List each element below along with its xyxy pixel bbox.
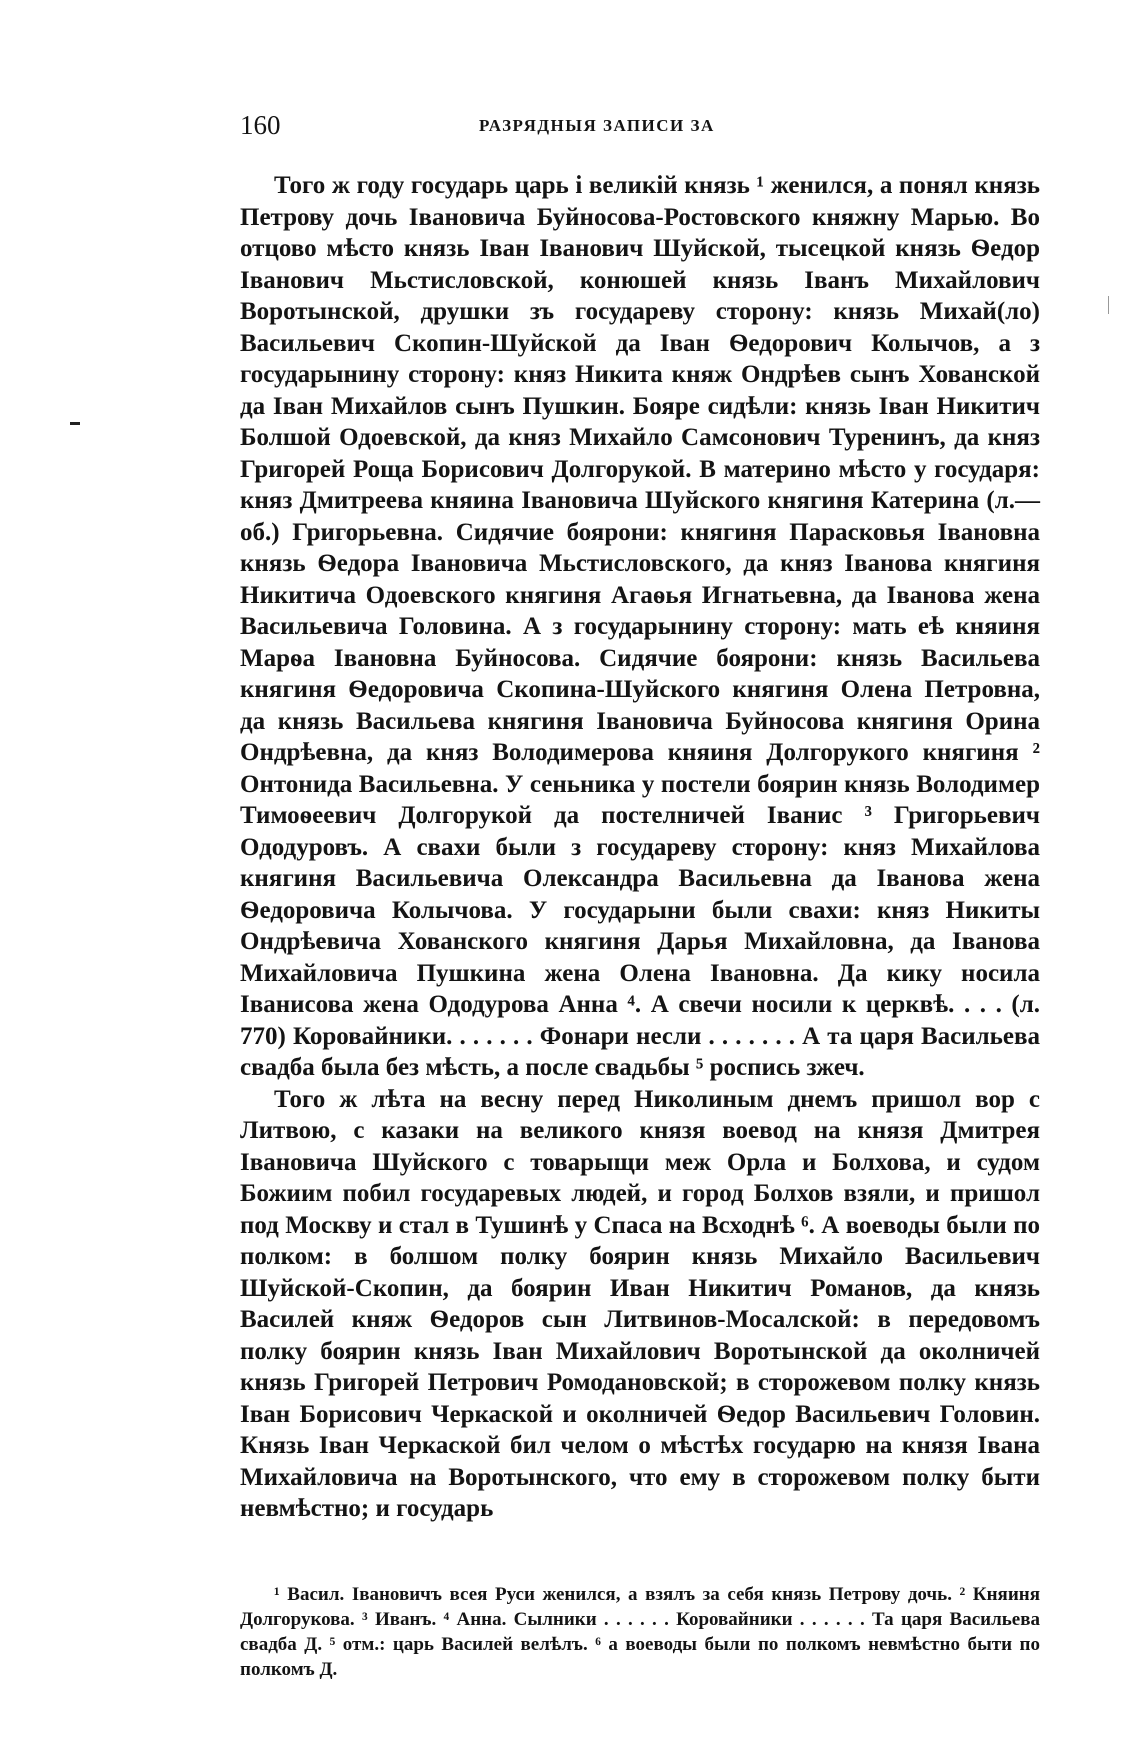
running-head — [240, 110, 1040, 150]
margin-line — [1108, 296, 1109, 314]
footnotes — [240, 1582, 1040, 1682]
page-number: 160 — [240, 110, 281, 140]
footnote-text: ¹ Васил. Івановичъ всея Руси женился, а взялъ за себя князь Петрову дочь. ² Княиня Долгорукова. ³ Иванъ. ⁴ Анна. Сылники . . . . . . Коровайники . . . . . . Та царя Васильева свадба Д. ⁵ отм.: царь Василей велѣлъ. ⁶ а воеводы были по полкомъ невмѣстно быти по полкомъ Д. — [240, 1584, 1040, 1680]
paragraph-campaign: Того ж лѣта на весну перед Николиным днемъ пришол вор с Литвою, с казаки на великого князя воевод на князя Дмитрея Івановича Шуйского с товарыщи меж Орла и Болхова, и судом Божиим побил государевых людей, и город Болхов взяли, и пришол под Москву и стал в Тушинѣ у Спаса на Всходнѣ ⁶. А воеводы были по полком: в болшом полку боярин князь Михайло Васильевич Шуйской-Скопин, да боярин Иван Никитич Романов, да князь Василей княж Ѳедоров сын Литвинов-Мосалской: в передовомъ полку боярин князь Іван Михайлович Воротынской да околничей князь Григорей Петрович Ромодановской; в сторожевом полку князь Іван Борисович Черкаской и околничей Ѳедор Васильевич Головин. Князь Іван Черкаской бил челом о мѣстѣх государю на князя Івана Михайловича на Воротынского, что ему в сторожевом полку быти невмѣстно; и государь — [240, 1085, 1040, 1522]
margin-mark — [70, 422, 80, 425]
running-title: РАЗРЯДНЫЯ ЗАПИСИ ЗА — [479, 116, 715, 135]
paragraph-wedding: Того ж году государь царь і великій князь ¹ женился, а понял князь Петрову дочь Івановича Буйносова-Ростовского княжну Марью. Во отцово мѣсто князь Іван Іванович Шуйской, тысецкой князь Ѳедор Іванович Мьстисловской, конюшей князь Іванъ Михайлович Воротынской, друшки зъ государеву сторону: князь Михай(ло) Васильевич Скопин-Шуйской да Іван Ѳедорович Колычов, а з государынину сторону: княз Никита княж Ондрѣев сынъ Хованской да Іван Михайлов сынъ Пушкин. Бояре сидѣли: князь Іван Никитич Болшой Одоевской, да княз Михайло Самсонович Туренинъ, да княз Григорей Роща Борисович Долгорукой. В материно мѣсто у государя: княз Дмитреева княина Івановича Шуйского княгиня Катерина (л.—об.) Григорьевна. Сидячие боярони: княгиня Парасковья Івановна князь Ѳедора Івановича Мьстисловского, да княз Іванова княгиня Никитича Одоевского княгиня Агаѳья Игнатьевна, да Іванова жена Васильевича Головина. А з государынину сторону: мать еѣ княиня Марѳа Івановна Буйносова. Сидячие боярони: князь Васильева княгиня Ѳедоровича Скопина-Шуйского княгиня Олена Петровна, да князь Васильева княгиня Івановича Буйносова княгиня Орина Ондрѣевна, да княз Володимерова княиня Долгорукого княгиня ² Онтонида Васильевна. У сеньника у постели боярин князь Володимер Тимоѳеевич Долгорукой да постелничей Іванис ³ Григорьевич Ододуровъ. А свахи были з государеву сторону: княз Михайлова княгиня Васильевича Олександра Васильевна да Іванова жена Ѳедоровича Колычова. У государыни были свахи: княз Никиты Ондрѣевича Хованского княгиня Дарья Михайловна, да Іванова Михайловича Пушкина жена Олена Івановна. Да кику носила Іванисова жена Ододурова Анна ⁴. А свечи носили к церквѣ. . . . (л. 770) Коровайники. . . . . . . Фонари несли . . . . . . . А та царя Васильева свадба была без мѣсть, а после свадьбы ⁵ роспись зжеч. — [240, 172, 1040, 1081]
body-text — [240, 170, 1040, 1525]
